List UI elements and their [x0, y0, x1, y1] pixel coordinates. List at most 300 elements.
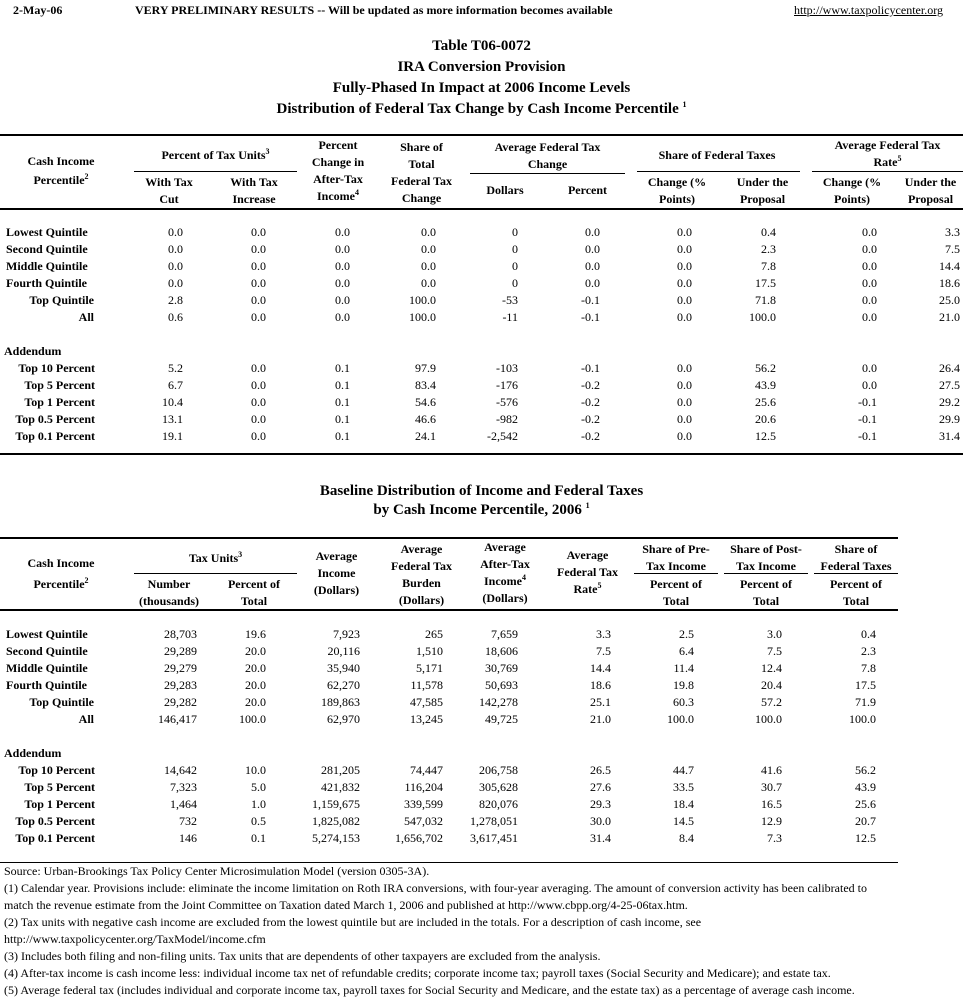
table-cell: 0.1: [335, 395, 350, 409]
table-cell: 0.0: [421, 259, 436, 273]
table-cell: 0.0: [251, 259, 266, 273]
table-cell: 21.0: [590, 712, 611, 726]
table-cell: 7.3: [767, 831, 782, 845]
t1-hdr-rate-under: Under the Proposal: [904, 175, 957, 206]
table-cell: 1.0: [251, 797, 266, 811]
table-cell: 44.7: [673, 763, 694, 777]
table-cell: 30.7: [761, 780, 782, 794]
table-cell: 14.4: [939, 259, 960, 273]
row-label: All: [78, 712, 94, 726]
table-cell: 547,032: [404, 814, 443, 828]
t2-hdr-percentile: Percentile$^2$: [33, 576, 89, 591]
t1-hdr-percentile: Percentile$^2$: [33, 172, 89, 187]
table-cell: 0.0: [862, 310, 877, 324]
table-row: [0, 779, 963, 796]
table-cell: 0.4: [861, 627, 876, 641]
table-cell: 0.0: [585, 259, 600, 273]
table-cell: 0.0: [677, 378, 692, 392]
table-cell: -2,542: [487, 429, 518, 443]
table-cell: 0.1: [251, 831, 266, 845]
table-cell: 339,599: [404, 797, 443, 811]
table2-top-rule: [0, 537, 898, 539]
table-cell: 6.7: [168, 378, 183, 392]
table-cell: 0.0: [168, 276, 183, 290]
table-cell: -576: [496, 395, 518, 409]
table-cell: 25.6: [755, 395, 776, 409]
table-cell: 56.2: [755, 361, 776, 375]
table-cell: 10.4: [162, 395, 183, 409]
table-row: [0, 258, 963, 275]
table-cell: 46.6: [415, 412, 436, 426]
table-cell: 71.9: [855, 695, 876, 709]
table-row: [0, 796, 963, 813]
footnote-source: Source: Urban-Brookings Tax Policy Center Microsimulation Model (version 0305-3A).: [4, 864, 430, 878]
t2-hdr-avg-income: Average Income (Dollars): [313, 549, 360, 597]
table-cell: 12.9: [761, 814, 782, 828]
table-cell: 25.1: [590, 695, 611, 709]
t1-hdr-share-change-pts: Change (% Points): [647, 175, 707, 206]
row-label: Fourth Quintile: [6, 276, 88, 290]
table-cell: 100.0: [849, 712, 876, 726]
table-row: [0, 377, 963, 394]
t2-rule-share-fed: [814, 573, 898, 574]
t1-hdr-with-increase: With Tax Increase: [230, 175, 278, 206]
table-cell: 5.0: [251, 780, 266, 794]
table1-top-rule: [0, 134, 963, 136]
table-row: [0, 711, 963, 728]
table-cell: 100.0: [409, 310, 436, 324]
table-cell: 21.0: [939, 310, 960, 324]
t2-rule-tax-units: [134, 573, 297, 574]
table-cell: 7,323: [170, 780, 197, 794]
row-label: Top 0.5 Percent: [15, 412, 95, 426]
row-label: Second Quintile: [6, 644, 88, 658]
table-cell: 0.0: [251, 225, 266, 239]
row-label: Lowest Quintile: [6, 225, 88, 239]
table-title: Distribution of Federal Tax Change by Cash Income Percentile $^1$: [276, 100, 687, 117]
t2-hdr-avg-burden: Average Federal Tax Burden (Dollars): [390, 542, 452, 607]
table-cell: -0.1: [858, 429, 877, 443]
table-cell: 0.0: [862, 242, 877, 256]
table-cell: -0.2: [581, 429, 600, 443]
table-cell: 0.0: [677, 242, 692, 256]
row-label: Top 5 Percent: [24, 378, 95, 392]
table-cell: -53: [502, 293, 518, 307]
t2-hdr-share-fed: Share of Federal Taxes: [820, 542, 892, 573]
table-row: [0, 224, 963, 241]
table-cell: -0.1: [581, 361, 600, 375]
table-cell: 206,758: [479, 763, 518, 777]
table-cell: 18.4: [673, 797, 694, 811]
table-cell: 2.5: [679, 627, 694, 641]
table-cell: 7,659: [491, 627, 518, 641]
footnote-3: (3) Includes both filing and non-filing units. Tax units that are dependents of other taxpayers are excluded from the analysis.: [4, 949, 601, 963]
t2-hdr-avg-rate: Average Federal Tax Rate$^5$: [556, 548, 618, 596]
table-cell: 3.0: [767, 627, 782, 641]
table-cell: 146: [179, 831, 197, 845]
table-cell: 0.1: [335, 361, 350, 375]
table-cell: 0.0: [168, 259, 183, 273]
table-cell: 20.0: [245, 695, 266, 709]
table-cell: 0.0: [862, 276, 877, 290]
table-cell: 1,825,082: [312, 814, 360, 828]
table-cell: 0.0: [862, 361, 877, 375]
t2-hdr-number: Number (thousands): [138, 577, 200, 608]
table-cell: 8.4: [679, 831, 694, 845]
t2-header-rule: [0, 609, 898, 611]
table-cell: 19.8: [673, 678, 694, 692]
table-cell: 20.0: [245, 661, 266, 675]
table-cell: 0: [512, 242, 518, 256]
table-cell: 0.0: [677, 225, 692, 239]
footnote-1: (1) Calendar year. Provisions include: eliminate the income limitation on Roth IRA conversions, with four-year averaging. The amount of conversion activity has been calibrated to: [4, 881, 867, 895]
table-row: [0, 677, 963, 694]
row-label: Fourth Quintile: [6, 678, 88, 692]
table-row: [0, 626, 963, 643]
table-cell: 43.9: [755, 378, 776, 392]
table-cell: 100.0: [409, 293, 436, 307]
table-cell: 18.6: [939, 276, 960, 290]
t1-hdr-share-change: Share of Total Federal Tax Change: [390, 140, 452, 205]
report-date: 2-May-06: [13, 3, 63, 17]
t2-rule-share-pre: [634, 573, 718, 574]
footnote-2: (2) Tax units with negative cash income are excluded from the lowest quintile but are included in the totals. For a description of cash income, see: [4, 915, 702, 929]
row-label: Top 10 Percent: [18, 361, 95, 375]
table-cell: 100.0: [667, 712, 694, 726]
t2-hdr-share-post-pct: Percent of Total: [739, 577, 793, 608]
table-cell: 7.8: [861, 661, 876, 675]
row-label: Top Quintile: [29, 293, 94, 307]
table-cell: 5,171: [416, 661, 443, 675]
table-cell: 2.3: [861, 644, 876, 658]
table-cell: 0.0: [251, 412, 266, 426]
table-cell: 0.0: [585, 276, 600, 290]
table-cell: 0: [512, 225, 518, 239]
table-row: [0, 660, 963, 677]
table-cell: 20.7: [855, 814, 876, 828]
table-cell: 11.4: [673, 661, 694, 675]
table-subject: IRA Conversion Provision: [397, 59, 566, 75]
table-cell: 29,289: [164, 644, 197, 658]
table-cell: 11,578: [410, 678, 443, 692]
table-cell: 0.0: [168, 242, 183, 256]
table-cell: 47,585: [410, 695, 443, 709]
table-cell: 97.9: [415, 361, 436, 375]
addendum-label: Addendum: [4, 746, 62, 760]
t1-hdr-with-cut: With Tax Cut: [145, 175, 193, 206]
table-cell: 189,863: [321, 695, 360, 709]
table-cell: 0.0: [421, 225, 436, 239]
table-cell: 31.4: [939, 429, 960, 443]
row-label: Top 0.5 Percent: [15, 814, 95, 828]
table-cell: 18.6: [590, 678, 611, 692]
table-row: [0, 411, 963, 428]
table-cell: 305,628: [479, 780, 518, 794]
table-cell: 7,923: [333, 627, 360, 641]
table-cell: 0.0: [168, 225, 183, 239]
table-cell: 0.0: [251, 293, 266, 307]
table-cell: 41.6: [761, 763, 782, 777]
table-cell: 19.6: [245, 627, 266, 641]
t2-hdr-pct-total: Percent of Total: [227, 577, 281, 608]
table-cell: 0.0: [677, 310, 692, 324]
table-cell: -0.1: [858, 395, 877, 409]
table-cell: 116,204: [404, 780, 443, 794]
t1-hdr-dollars: Dollars: [486, 183, 524, 197]
t1-rule-pct-tax-units: [134, 171, 297, 172]
table-cell: 0.0: [335, 276, 350, 290]
table-row: [0, 643, 963, 660]
table-cell: 30.0: [590, 814, 611, 828]
table1-bottom-rule: [0, 453, 963, 455]
table-cell: 0.1: [335, 378, 350, 392]
table-row: [0, 830, 963, 847]
table-cell: 5.2: [168, 361, 183, 375]
table-cell: 0.5: [251, 814, 266, 828]
table-cell: 16.5: [761, 797, 782, 811]
table-cell: 29.9: [939, 412, 960, 426]
footnote-2-cont: http://www.taxpolicycenter.org/TaxModel/income.cfm: [4, 932, 266, 946]
t2-hdr-share-post: Share of Post- Tax Income: [730, 542, 802, 573]
table-cell: 12.5: [855, 831, 876, 845]
t1-hdr-pct-tax-units: Percent of Tax Units$^3$: [161, 147, 270, 162]
table-cell: 14.4: [590, 661, 611, 675]
table-cell: 0.0: [677, 361, 692, 375]
table-cell: 71.8: [755, 293, 776, 307]
table-cell: 18,606: [485, 644, 518, 658]
table-cell: 0.0: [335, 310, 350, 324]
table-cell: 20.6: [755, 412, 776, 426]
table-cell: 25.0: [939, 293, 960, 307]
t1-hdr-share-under: Under the Proposal: [736, 175, 789, 206]
table-row: [0, 762, 963, 779]
t2-hdr-avg-after-tax: Average After-Tax Income$^4$ (Dollars): [480, 540, 530, 605]
table-cell: 0.6: [168, 310, 183, 324]
table-cell: 1,510: [416, 644, 443, 658]
table-cell: 0.0: [251, 429, 266, 443]
source-link[interactable]: http://www.taxpolicycenter.org: [794, 3, 943, 17]
table-cell: 49,725: [485, 712, 518, 726]
table-cell: 7.5: [945, 242, 960, 256]
table-cell: 12.5: [755, 429, 776, 443]
table-cell: 0.0: [677, 259, 692, 273]
table-cell: 83.4: [415, 378, 436, 392]
table-cell: 0: [512, 276, 518, 290]
t1-hdr-percent: Percent: [567, 183, 608, 197]
table-cell: -0.1: [581, 293, 600, 307]
row-label: Top 1 Percent: [24, 395, 95, 409]
table-cell: 0.0: [251, 361, 266, 375]
table-cell: 28,703: [164, 627, 197, 641]
table-cell: 0.0: [421, 276, 436, 290]
table-cell: 50,693: [485, 678, 518, 692]
table2-subtitle: by Cash Income Percentile, 2006 $^1$: [373, 501, 590, 518]
table-cell: 20.0: [245, 678, 266, 692]
table-cell: 0.0: [862, 225, 877, 239]
table-cell: 29.3: [590, 797, 611, 811]
table-cell: 10.0: [245, 763, 266, 777]
table-cell: 7.5: [767, 644, 782, 658]
table-cell: 26.5: [590, 763, 611, 777]
footnote-4: (4) After-tax income is cash income less: individual income tax net of refundable credits; corporate income tax; payroll taxes (Social Security and Medicare); and estate tax.: [4, 966, 831, 980]
table-cell: 0.0: [862, 293, 877, 307]
table-row: [0, 309, 963, 326]
table-cell: 43.9: [855, 780, 876, 794]
table-cell: 29.2: [939, 395, 960, 409]
table-cell: 0.0: [677, 412, 692, 426]
table-cell: 35,940: [327, 661, 360, 675]
table-cell: 732: [179, 814, 197, 828]
table-cell: 0.0: [335, 259, 350, 273]
table-cell: 100.0: [239, 712, 266, 726]
table-cell: 31.4: [590, 831, 611, 845]
table-cell: 142,278: [479, 695, 518, 709]
addendum-label: Addendum: [4, 344, 62, 358]
table-cell: 54.6: [415, 395, 436, 409]
table-cell: 0.0: [862, 259, 877, 273]
t1-rule-avg-change: [470, 173, 625, 174]
table-cell: -0.2: [581, 412, 600, 426]
table-cell: -0.2: [581, 378, 600, 392]
t1-hdr-rate-change-pts: Change (% Points): [822, 175, 882, 206]
table-cell: 0.0: [677, 429, 692, 443]
table-cell: 56.2: [855, 763, 876, 777]
table-row: [0, 360, 963, 377]
table2-title: Baseline Distribution of Income and Federal Taxes: [319, 483, 644, 499]
row-label: Top 1 Percent: [24, 797, 95, 811]
table-cell: 0.0: [585, 242, 600, 256]
table-cell: 3.3: [945, 225, 960, 239]
t1-hdr-avg-change: Average Federal Tax Change: [494, 140, 601, 171]
table-cell: 17.5: [755, 276, 776, 290]
table-cell: 14,642: [164, 763, 197, 777]
table-cell: 265: [425, 627, 443, 641]
row-label: Second Quintile: [6, 242, 88, 256]
table-cell: 5,274,153: [312, 831, 360, 845]
table-cell: 29,282: [164, 695, 197, 709]
t2-hdr-share-pre: Share of Pre- Tax Income: [642, 542, 710, 573]
table-cell: 25.6: [855, 797, 876, 811]
table-cell: 30,769: [485, 661, 518, 675]
table-cell: 13,245: [410, 712, 443, 726]
table-cell: 0.0: [677, 395, 692, 409]
table-row: [0, 275, 963, 292]
table-cell: 3.3: [596, 627, 611, 641]
table-cell: 7.5: [596, 644, 611, 658]
table-id: Table T06-0072: [432, 38, 531, 54]
table-cell: 20.0: [245, 644, 266, 658]
table-cell: -982: [496, 412, 518, 426]
t1-hdr-share-fed: Share of Federal Taxes: [658, 148, 776, 162]
table-cell: 0.0: [335, 225, 350, 239]
table-cell: 0.0: [251, 276, 266, 290]
table-row: [0, 428, 963, 445]
table-cell: 19.1: [162, 429, 183, 443]
table-cell: 0.0: [251, 242, 266, 256]
table-row: [0, 694, 963, 711]
table-cell: 0.0: [585, 225, 600, 239]
table-cell: 7.8: [761, 259, 776, 273]
table-cell: 100.0: [749, 310, 776, 324]
t2-hdr-cash-income: Cash Income: [27, 556, 95, 570]
table-cell: 0.0: [335, 242, 350, 256]
footnote-1-cont: match the revenue estimate from the Joint Committee on Taxation dated March 1, 2006 and published at http://www.cbpp.org/4-25-06tax.htm.: [4, 898, 688, 912]
row-label: Top Quintile: [29, 695, 94, 709]
table-cell: 62,270: [327, 678, 360, 692]
table-cell: 33.5: [673, 780, 694, 794]
table-cell: -11: [502, 310, 518, 324]
table-subtitle: Fully-Phased In Impact at 2006 Income Levels: [332, 80, 631, 96]
table-cell: 1,656,702: [395, 831, 443, 845]
table-cell: 0.0: [251, 395, 266, 409]
table-cell: 0.0: [421, 242, 436, 256]
table-row: [0, 813, 963, 830]
table-cell: 0.0: [335, 293, 350, 307]
table-cell: 0.0: [862, 378, 877, 392]
table-cell: -0.1: [858, 412, 877, 426]
table-cell: 27.6: [590, 780, 611, 794]
row-label: Top 0.1 Percent: [15, 429, 95, 443]
table-cell: 0: [512, 259, 518, 273]
row-label: Top 0.1 Percent: [15, 831, 95, 845]
row-label: Lowest Quintile: [6, 627, 88, 641]
table-cell: 12.4: [761, 661, 782, 675]
t2-hdr-share-fed-pct: Percent of Total: [829, 577, 883, 608]
table-cell: 2.8: [168, 293, 183, 307]
table-cell: 281,205: [321, 763, 360, 777]
row-label: Middle Quintile: [6, 661, 88, 675]
table-row: [0, 292, 963, 309]
table-cell: 0.0: [677, 293, 692, 307]
table-cell: 1,278,051: [470, 814, 518, 828]
table-row: [0, 241, 963, 258]
table-cell: 60.3: [673, 695, 694, 709]
table-cell: 100.0: [755, 712, 782, 726]
table-cell: 0.0: [251, 310, 266, 324]
table-cell: 421,832: [321, 780, 360, 794]
table-cell: 27.5: [939, 378, 960, 392]
t1-hdr-avg-rate: Average Federal Tax Rate$^5$: [834, 138, 941, 169]
t1-header-rule: [0, 208, 963, 210]
row-label: Top 5 Percent: [24, 780, 95, 794]
t1-hdr-pct-change: Percent Change in After-Tax Income$^4$: [311, 138, 365, 203]
row-label: Middle Quintile: [6, 259, 88, 273]
table-cell: 17.5: [855, 678, 876, 692]
t1-rule-avg-rate: [812, 171, 963, 172]
table-cell: 57.2: [761, 695, 782, 709]
table-cell: -0.2: [581, 395, 600, 409]
table-cell: 29,279: [164, 661, 197, 675]
table-cell: 20.4: [761, 678, 782, 692]
footnote-5: (5) Average federal tax (includes individual and corporate income tax, payroll taxes for Social Security and Medicare, and the estate tax) as a percentage of average cash income.: [4, 983, 855, 997]
table-cell: 2.3: [761, 242, 776, 256]
table-cell: 146,417: [158, 712, 197, 726]
table-cell: 20,116: [327, 644, 360, 658]
t2-hdr-tax-units: Tax Units$^3$: [188, 550, 243, 565]
table-cell: 1,159,675: [312, 797, 360, 811]
table-cell: 0.0: [251, 378, 266, 392]
table-cell: 24.1: [415, 429, 436, 443]
t1-hdr-cash-income: Cash Income: [27, 154, 95, 168]
table-cell: 0.0: [677, 276, 692, 290]
table-cell: -0.1: [581, 310, 600, 324]
table-cell: 6.4: [679, 644, 694, 658]
table-cell: 3,617,451: [470, 831, 518, 845]
table-cell: 0.4: [761, 225, 776, 239]
preliminary-notice: VERY PRELIMINARY RESULTS -- Will be updated as more information becomes available: [135, 3, 613, 17]
table-cell: 74,447: [410, 763, 443, 777]
t2-hdr-share-pre-pct: Percent of Total: [649, 577, 703, 608]
